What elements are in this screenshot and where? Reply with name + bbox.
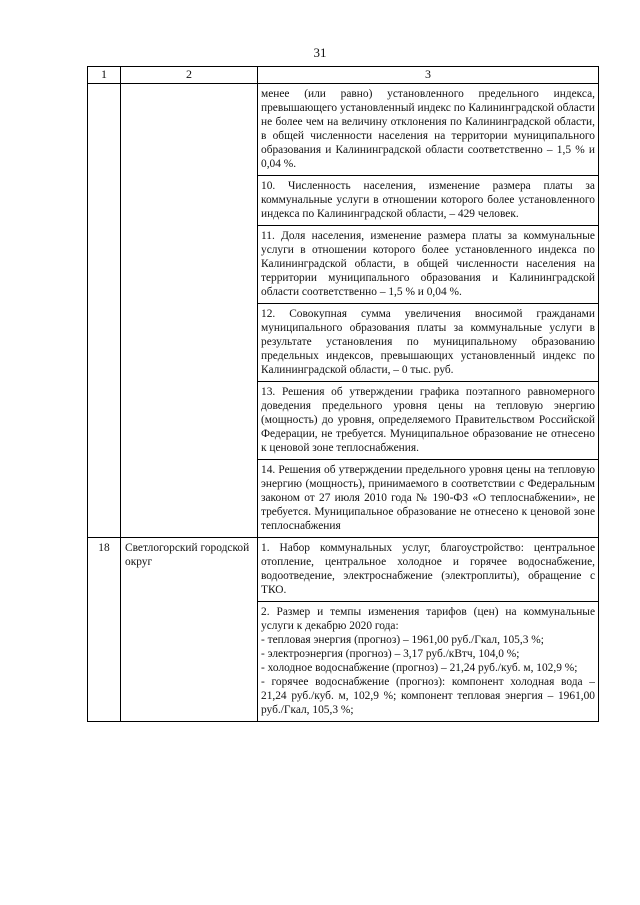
- row-content: [258, 538, 599, 722]
- paragraph-text: 12. Совокупная сумма увеличения вносимой гражданами муниципального образования платы за коммунальные услуги в результате установления по муниципальному образованию предельных индексов, превышающих установленный индекс по Калининградской области, – 0 тыс. руб.: [261, 308, 595, 376]
- paragraph: [258, 602, 598, 721]
- paragraph: [258, 84, 598, 176]
- paragraph: [258, 176, 598, 226]
- paragraph: [258, 226, 598, 304]
- tariff-line: - тепловая энергия (прогноз) – 1961,00 руб./Гкал, 105,3 %;: [261, 634, 544, 646]
- header-col-3: 3: [258, 67, 599, 84]
- paragraph-text: менее (или равно) установленного предельного индекса, превышающего установленный индекс по Калининградской области не более чем на величину отклонения по Калининградской области, в общей численности населения на территории муниципального образования и Калининградской области соответственно – 1,5 % и 0,04 %.: [261, 88, 595, 170]
- row-number: [88, 84, 121, 538]
- table-row: [88, 538, 599, 722]
- paragraph-text: 13. Решения об утверждении графика поэтапного равномерного доведения предельного уровня цены на тепловую энергию (мощность) до уровня, определяемого Правительством Российской Федерации, не требуется. Муниципальное образование не отнесено к ценовой зоне теплоснабжения.: [261, 386, 595, 454]
- document-table: [87, 66, 599, 722]
- table-row: [88, 84, 599, 538]
- paragraph: [258, 304, 598, 382]
- row-number: 18: [88, 538, 121, 722]
- municipality-name: [121, 84, 258, 538]
- paragraph: [258, 382, 598, 460]
- paragraph-text: 11. Доля населения, изменение размера платы за коммунальные услуги в отношении которого более установленного индекса по Калининградской области, в общей численности населения на территории муниципального образования и Калининградской области соответственно – 1,5 % и 0,04 %.: [261, 230, 595, 298]
- tariff-line: - электроэнергия (прогноз) – 3,17 руб./кВтч, 104,0 %;: [261, 648, 520, 660]
- table-header-row: [88, 67, 599, 84]
- tariff-line: - холодное водоснабжение (прогноз) – 21,24 руб./куб. м, 102,9 %;: [261, 662, 578, 674]
- paragraph-text: 10. Численность населения, изменение размера платы за коммунальные услуги в отношении которого более установленного индекса по Калининградской области, – 429 человек.: [261, 180, 595, 220]
- paragraph-text: 1. Набор коммунальных услуг, благоустройство: центральное отопление, центральное холодное и горячее водоснабжение, водоотведение, электроснабжение (электроплиты), обращение с ТКО.: [261, 542, 595, 596]
- paragraph-text: 14. Решения об утверждении предельного уровня цены на тепловую энергию (мощность), принимаемого в соответствии с Федеральным законом от 27 июля 2010 года № 190-ФЗ «О теплоснабжении», не требуется. Муниципальное образование не отнесено к ценовой зоне теплоснабжения: [261, 464, 595, 532]
- header-col-1: 1: [88, 67, 121, 84]
- paragraph: [258, 460, 598, 537]
- row-content: [258, 84, 599, 538]
- page-number: 31: [313, 45, 327, 60]
- header-col-2: 2: [121, 67, 258, 84]
- municipality-name: Светлогорский городской округ: [121, 538, 258, 722]
- paragraph-text: 2. Размер и темпы изменения тарифов (цен) на коммунальные услуги к декабрю 2020 года:: [261, 606, 595, 632]
- tariff-line: - горячее водоснабжение (прогноз): компонент холодная вода – 21,24 руб./куб. м, 102,9 %; компонент тепловая энергия – 1961,00 руб./Гкал, 105,3 %;: [261, 676, 595, 716]
- paragraph: [258, 538, 598, 602]
